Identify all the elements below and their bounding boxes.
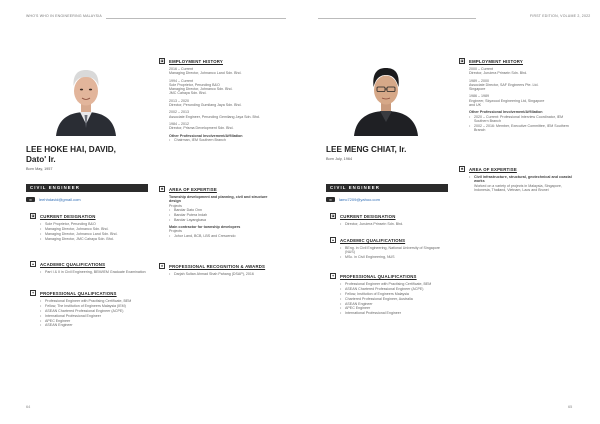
section-title: EMPLOYMENT HISTORY bbox=[169, 58, 223, 64]
header-rule bbox=[318, 18, 476, 19]
award-icon: ★ bbox=[160, 264, 164, 268]
employment-period: 1984 – 2012 bbox=[169, 121, 189, 126]
list-item: • Professional Engineer with Practising Certificate, BEM bbox=[340, 282, 448, 286]
list-item: • International Professional Engineer bbox=[340, 311, 448, 315]
professional-section bbox=[30, 290, 148, 328]
list-item: • Chartered Professional Engineer, Australia bbox=[340, 297, 448, 301]
employment-text: Engineer, Skywood Engineering Ltd, Singapore and UK bbox=[469, 98, 545, 108]
list-item: • ASEAN Chartered Professional Engineer (ACPE) bbox=[40, 309, 148, 313]
list-item: • MSc. in Civil Engineering, NUS bbox=[340, 255, 448, 259]
academic-section bbox=[30, 261, 148, 275]
portrait-photo bbox=[348, 62, 424, 136]
employment-entry bbox=[469, 79, 577, 92]
category-bar: CIVIL ENGINEER bbox=[26, 184, 148, 192]
expertise-section bbox=[159, 186, 277, 238]
page-number: 65 bbox=[568, 405, 573, 409]
section-title: AREA OF EXPERTISE bbox=[469, 166, 517, 172]
list-item: • Darjah Sultan Ahmad Shah Pahang (DSAP), 2016 bbox=[169, 272, 277, 276]
list-item: • ASEAN Chartered Professional Engineer (ACPE) bbox=[340, 287, 448, 291]
employment-entry bbox=[169, 99, 277, 108]
employment-entry bbox=[169, 67, 277, 76]
employment-period: 1994 – Current bbox=[169, 78, 193, 83]
email-icon: ✉ bbox=[326, 197, 335, 202]
employment-section bbox=[159, 58, 277, 143]
person-name bbox=[326, 145, 406, 155]
employment-entry bbox=[169, 79, 277, 96]
employment-text: Director, Prisma Development Sdn. Bhd. bbox=[169, 126, 234, 131]
expertise-heading: • Civil infrastructure, structural, geotechnical and coastal works bbox=[474, 175, 572, 184]
awards-section bbox=[159, 263, 277, 277]
list-item: • APEC Engineer bbox=[40, 319, 148, 323]
list-item: • ASEAN Engineer bbox=[340, 302, 448, 306]
affiliation-heading: Other Professional Involvement/Affiliation bbox=[169, 133, 243, 138]
section-title: ACADEMIC QUALIFICATIONS bbox=[40, 261, 106, 267]
list-item: • APEC Engineer bbox=[340, 306, 448, 310]
employment-text: Associate Engineer, Perunding Gemilang Jaya Sdn. Bhd. bbox=[169, 114, 260, 119]
professional-section bbox=[330, 273, 448, 316]
employment-period: 1989 – 2000 bbox=[469, 78, 489, 83]
list-item: • Bandar Layangkasa bbox=[169, 218, 277, 222]
name-line-1: LEE HOKE HAI, DAVID, bbox=[26, 145, 116, 154]
header-rule bbox=[106, 18, 286, 19]
briefcase-icon: ▣ bbox=[331, 214, 335, 218]
email-link[interactable]: leehhdavid@gmail.com bbox=[39, 197, 81, 202]
section-title: CURRENT DESIGNATION bbox=[340, 213, 396, 219]
email-row bbox=[326, 197, 380, 202]
graduation-cap-icon: ▲ bbox=[31, 262, 35, 266]
expertise-section bbox=[459, 166, 577, 193]
section-title: PROFESSIONAL QUALIFICATIONS bbox=[340, 273, 417, 279]
list-item: • Sole Proprietor, Perunding B&O bbox=[40, 222, 148, 226]
list-item: • Fellow, The Institution of Engineers Malaysia (IEM) bbox=[40, 304, 148, 308]
right-page bbox=[300, 0, 600, 424]
affiliation-heading: Other Professional Involvement/Affiliation bbox=[469, 110, 543, 115]
page-header: WHO'S WHO IN ENGINEERING MALAYSIA bbox=[26, 14, 102, 18]
expertise-heading: Township development and planning, civil and structure design bbox=[169, 195, 268, 204]
expertise-heading: Main contractor for township developers bbox=[169, 224, 241, 229]
list-item: • Part I & II in Civil Engineering, BEM/IEM Graduate Examination bbox=[40, 270, 148, 274]
page-header: FIRST EDITION, VOLUME 2, 2022 bbox=[530, 14, 591, 18]
name-line-1: LEE MENG CHIAT, Ir. bbox=[326, 145, 407, 154]
list-item: • Fellow, Institution of Engineers Malaysia bbox=[340, 292, 448, 296]
list-item: • 2002 – 2016: Member, Executive Committee, IEM Southern Branch bbox=[469, 124, 577, 133]
employment-period: 2016 – Current bbox=[169, 67, 193, 71]
employment-entry bbox=[469, 94, 577, 107]
expertise-text: Worked on a variety of projects in Malaysia, Singapore, Indonesia, Thailand, Vietnam, Laos and Brunei bbox=[474, 183, 562, 192]
list-item: • ASEAN Engineer bbox=[40, 323, 148, 327]
employment-section bbox=[459, 58, 577, 133]
briefcase-icon: ▣ bbox=[460, 59, 464, 63]
list-item bbox=[469, 175, 577, 192]
briefcase-icon: ▣ bbox=[31, 214, 35, 218]
briefcase-icon: ▣ bbox=[160, 59, 164, 63]
graduation-cap-icon: ▲ bbox=[331, 238, 335, 242]
list-item: • International Professional Engineer bbox=[40, 314, 148, 318]
portrait-photo bbox=[48, 62, 124, 136]
list-item: • Johor Land, BCB, LBS and Crescendo bbox=[169, 234, 277, 238]
list-item: • Managing Director, Johnanco Land Sdn. Bhd. bbox=[40, 232, 148, 236]
employment-text: Associate Director, SAF Engineers Pte. Ltd. Singapore bbox=[469, 82, 539, 92]
email-icon: ✉ bbox=[26, 197, 35, 202]
name-line-2: Dato' Ir. bbox=[26, 154, 56, 164]
employment-period: 1986 – 1989 bbox=[469, 94, 489, 99]
section-title: ACADEMIC QUALIFICATIONS bbox=[340, 237, 406, 243]
gear-icon: ✱ bbox=[460, 167, 464, 171]
employment-text: Director, Perunding Gumilang Jaya Sdn. Bhd. bbox=[169, 103, 242, 108]
certificate-icon: ✦ bbox=[331, 274, 335, 278]
employment-period: 2013 – 2020 bbox=[169, 98, 189, 103]
portrait-image bbox=[348, 62, 424, 136]
employment-text: Sole Proprietor, Perunding B&O Managing Director, Johnanco Sdn. Bhd. JMC Cahaya Sdn. Bhd. bbox=[169, 82, 233, 96]
email-row bbox=[26, 197, 81, 202]
birth-date: Born May, 1957 bbox=[26, 167, 53, 171]
birth-date: Born July, 1964 bbox=[326, 157, 353, 161]
employment-entry bbox=[169, 110, 277, 119]
category-bar: CIVIL ENGINEER bbox=[326, 184, 448, 192]
list-item: • 2020 – Current: Professional Interview Coordinator, IEM Southern Branch bbox=[469, 115, 577, 124]
list-item: • Director, Juruiera Prinsein Sdn. Bhd. bbox=[340, 222, 448, 226]
person-name bbox=[26, 145, 116, 164]
employment-entry bbox=[469, 67, 577, 76]
employment-period: 2002 – 2013 bbox=[169, 110, 189, 115]
section-title: AREA OF EXPERTISE bbox=[169, 186, 217, 192]
list-item: • Chairman, IEM Southern Branch bbox=[169, 138, 277, 142]
list-item: • Professional Engineer with Practising Certificate, BEM bbox=[40, 299, 148, 303]
list-item: • BEng. in Civil Engineering, National University of Singapore (NUS) bbox=[340, 246, 448, 255]
list-item: • Bandar Dato Onn bbox=[169, 208, 277, 212]
list-item: • Bandar Putera Indah bbox=[169, 213, 277, 217]
projects-label: Projects bbox=[169, 203, 182, 208]
page-number: 64 bbox=[26, 405, 31, 409]
gear-icon: ✱ bbox=[160, 187, 164, 191]
current-designation-section bbox=[30, 213, 148, 242]
employment-text: Managing Director, Johnanco Land Sdn. Bhd. bbox=[169, 71, 242, 76]
email-link[interactable]: lamc7209@yahoo.com bbox=[339, 197, 380, 202]
employment-period: 2000 – Current bbox=[469, 67, 493, 71]
academic-section bbox=[330, 237, 448, 260]
list-item: • Managing Director, JMC Cahaya Sdn. Bhd. bbox=[40, 237, 148, 241]
section-title: PROFESSIONAL QUALIFICATIONS bbox=[40, 290, 117, 296]
employment-text: Director, Juruiera Prinsein Sdn. Bhd. bbox=[469, 71, 528, 76]
current-designation-section bbox=[330, 213, 448, 227]
employment-entry bbox=[169, 122, 277, 131]
list-item: • Managing Director, Johnanco Sdn. Bhd. bbox=[40, 227, 148, 231]
section-title: EMPLOYMENT HISTORY bbox=[469, 58, 523, 64]
section-title: CURRENT DESIGNATION bbox=[40, 213, 96, 219]
portrait-image bbox=[48, 62, 124, 136]
certificate-icon: ✦ bbox=[31, 291, 35, 295]
section-title: PROFESSIONAL RECOGNITION & AWARDS bbox=[169, 263, 266, 269]
projects-label: Projects bbox=[169, 229, 182, 234]
